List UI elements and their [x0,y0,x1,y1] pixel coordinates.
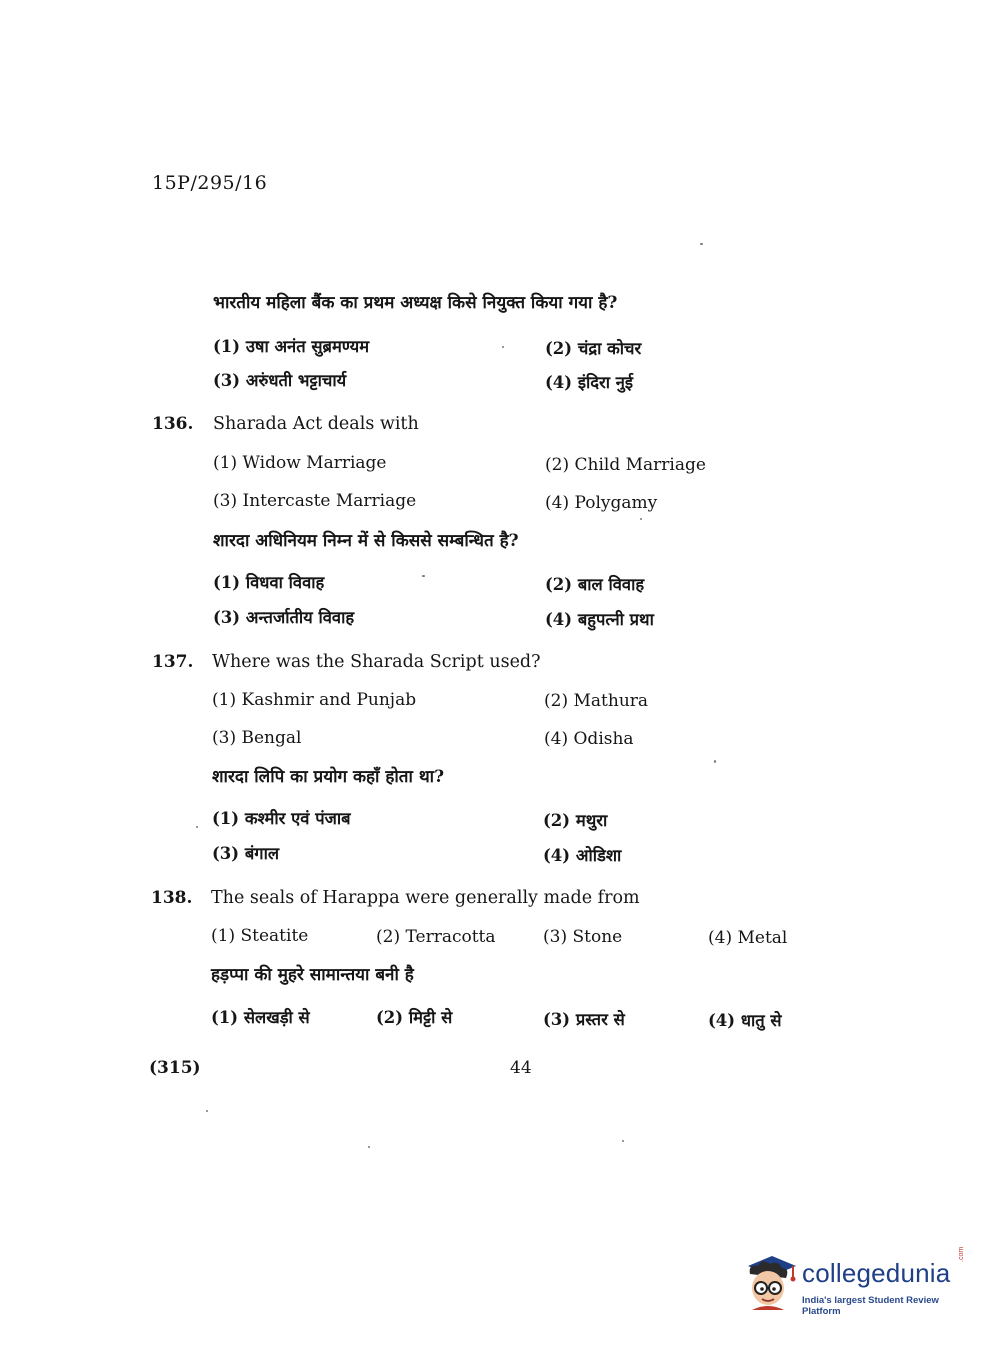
brand-tagline: India's largest Student Review Platform [802,1295,939,1317]
q137-question-english: Where was the Sharada Script used? [212,652,541,672]
scan-speck [206,1110,208,1112]
q137-option-en-1: (1) Kashmir and Punjab [212,690,417,710]
q137-question-hindi: शारदा लिपि का प्रयोग कहाँ होता था? [212,767,445,787]
q138-question-english: The seals of Harappa were generally made from [211,888,640,908]
q137-option-en-2: (2) Mathura [544,691,649,711]
q138-option-hi-3: (3) प्रस्तर से [543,1010,625,1029]
q138-option-hi-4: (4) धातु से [708,1011,782,1030]
q137-option-hi-2: (2) मथुरा [543,811,608,830]
scan-speck [422,575,425,577]
scan-speck [640,518,642,520]
q136-option-en-3: (3) Intercaste Marriage [213,491,417,511]
q135-option-3: (3) अरुंधती भट्टाचार्य [213,371,347,390]
q138-number: 138. [151,888,193,908]
brand-domain-suffix: .com [958,1246,965,1262]
q138-option-en-4: (4) Metal [708,928,788,948]
q138-option-en-3: (3) Stone [543,927,623,947]
collegedunia-logo [742,1246,972,1317]
q136-option-hi-1: (1) विधवा विवाह [213,573,325,592]
q136-option-hi-3: (3) अन्तर्जातीय विवाह [213,608,355,627]
q137-option-hi-1: (1) कश्मीर एवं पंजाब [212,809,351,828]
q136-number: 136. [152,414,194,434]
q136-option-en-4: (4) Polygamy [545,493,658,513]
q135-option-4: (4) इंदिरा नुई [545,373,634,392]
scan-speck [622,1140,624,1142]
scan-speck [502,346,504,348]
page-number: 44 [510,1058,532,1078]
brand-name: collegedunia [802,1258,951,1288]
q137-number: 137. [152,652,194,672]
scan-speck [700,243,703,245]
paper-code: 15P/295/16 [152,172,268,194]
q138-option-hi-2: (2) मिट्टी से [376,1008,453,1027]
q137-option-en-4: (4) Odisha [544,729,634,749]
mascot-icon [742,1252,798,1312]
scan-speck [196,826,198,828]
q135-option-1: (1) उषा अनंत सुब्रमण्यम [213,337,370,356]
q136-question-english: Sharada Act deals with [213,414,419,434]
q138-question-hindi: हड़प्पा की मुहरे सामान्तया बनी है [211,965,414,985]
q138-option-hi-1: (1) सेलखड़ी से [211,1008,310,1027]
q138-option-en-1: (1) Steatite [211,926,309,946]
q136-option-hi-2: (2) बाल विवाह [545,575,645,594]
footer-code: (315) [149,1058,201,1078]
q136-option-en-1: (1) Widow Marriage [213,453,387,473]
q137-option-en-3: (3) Bengal [212,728,302,748]
q138-option-en-2: (2) Terracotta [376,927,496,947]
q136-option-hi-4: (4) बहुपत्नी प्रथा [545,610,654,629]
scan-speck [368,1146,370,1148]
q136-option-en-2: (2) Child Marriage [545,455,706,475]
scan-speck [714,760,716,763]
q137-option-hi-3: (3) बंगाल [212,844,280,863]
q135-question-hindi: भारतीय महिला बैंक का प्रथम अध्यक्ष किसे नियुक्त किया गया है? [213,293,618,313]
q136-question-hindi: शारदा अधिनियम निम्न में से किससे सम्बन्धित है? [213,531,519,551]
q137-option-hi-4: (4) ओडिशा [543,846,622,865]
q135-option-2: (2) चंद्रा कोचर [545,339,642,358]
